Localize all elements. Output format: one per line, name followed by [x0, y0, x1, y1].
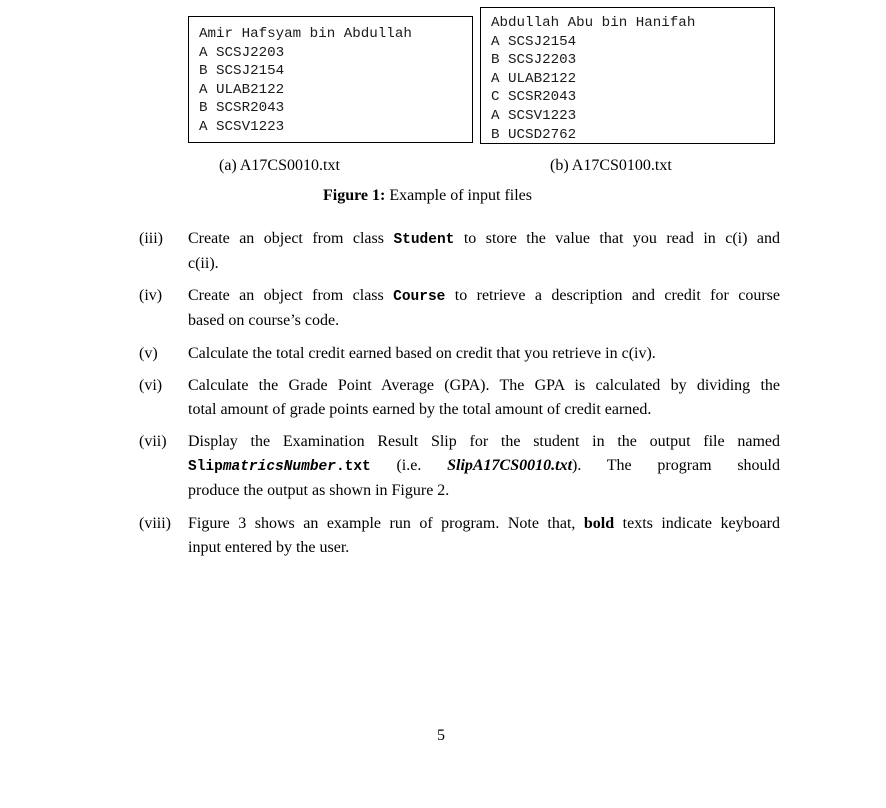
- file-a-record: B SCSJ2154: [199, 63, 285, 80]
- figure-title-label: Figure 1:: [323, 187, 386, 204]
- file-b-record: B SCSJ2203: [491, 52, 577, 69]
- page-number: 5: [437, 727, 445, 744]
- example-filename: SlipA17CS0010.txt: [447, 457, 573, 474]
- caption-file-a: (a) A17CS0010.txt: [219, 157, 340, 174]
- item-line: Calculate the Grade Point Average (GPA). The GPA is calculated by dividing the: [188, 377, 780, 394]
- item-line: total amount of grade points earned by the total amount of credit earned.: [188, 401, 652, 418]
- file-a-student-name: Amir Hafsyam bin Abdullah: [199, 26, 412, 42]
- file-b-record: C SCSR2043: [491, 89, 577, 106]
- file-a-record: A SCSJ2203: [199, 44, 285, 61]
- item-line: [188, 284, 780, 309]
- item-number: (iii): [139, 230, 163, 247]
- file-a-record: A SCSV1223: [199, 118, 285, 135]
- item-number: (iv): [139, 287, 163, 304]
- item-body: [188, 342, 780, 366]
- item-number: (vii): [139, 433, 167, 450]
- caption-file-b: (b) A17CS0100.txt: [550, 157, 672, 174]
- item-line: input entered by the user.: [188, 539, 350, 556]
- file-b-record: A SCSV1223: [491, 107, 577, 124]
- filename-code: .txt: [335, 459, 371, 475]
- item-text: Create an object from class: [188, 230, 394, 247]
- input-file-a-box: [188, 16, 473, 143]
- item-text: Create an object from class: [188, 287, 394, 304]
- class-name-code: Student: [393, 232, 455, 248]
- file-a-record: B SCSR2043: [199, 100, 285, 117]
- item-line: based on course’s code.: [188, 312, 340, 329]
- item-body: [188, 430, 780, 503]
- item-text: Figure 3 shows an example run of program. Note that,: [188, 515, 584, 532]
- file-a-record: A ULAB2122: [199, 81, 285, 98]
- item-text: texts indicate keyboard: [614, 515, 781, 532]
- item-body: [188, 284, 780, 333]
- item-line: [188, 227, 780, 252]
- filename-code: Slip: [188, 459, 223, 475]
- file-b-record: A ULAB2122: [491, 70, 577, 87]
- item-body: [188, 227, 780, 276]
- class-name-code: Course: [393, 289, 446, 305]
- item-line: [188, 454, 780, 479]
- item-line: Calculate the total credit earned based on credit that you retrieve in c(iv).: [188, 345, 656, 362]
- item-number: (viii): [139, 515, 171, 532]
- item-body: [188, 374, 780, 422]
- item-text: to store the value that you read in c(i) and: [454, 230, 780, 247]
- item-line: produce the output as shown in Figure 2.: [188, 482, 450, 499]
- item-text: ). The program should: [572, 457, 780, 474]
- item-text: (i.e.: [370, 457, 448, 474]
- item-line: Display the Examination Result Slip for the student in the output file named: [188, 433, 780, 450]
- figure-title: [323, 187, 532, 205]
- file-b-record: B UCSD2762: [491, 126, 577, 143]
- input-file-b-box: [480, 7, 775, 144]
- item-line: [188, 512, 780, 536]
- figure-title-text: Example of input files: [385, 187, 532, 204]
- bold-word: bold: [583, 515, 615, 532]
- item-text: to retrieve a description and credit for course: [445, 287, 780, 304]
- item-number: (vi): [139, 377, 163, 394]
- item-line: c(ii).: [188, 255, 219, 272]
- file-b-student-name: Abdullah Abu bin Hanifah: [491, 15, 696, 31]
- item-body: [188, 512, 780, 560]
- item-number: (v): [139, 345, 158, 362]
- file-b-record: A SCSJ2154: [491, 33, 577, 50]
- filename-code-italic: matricsNumber: [222, 459, 336, 475]
